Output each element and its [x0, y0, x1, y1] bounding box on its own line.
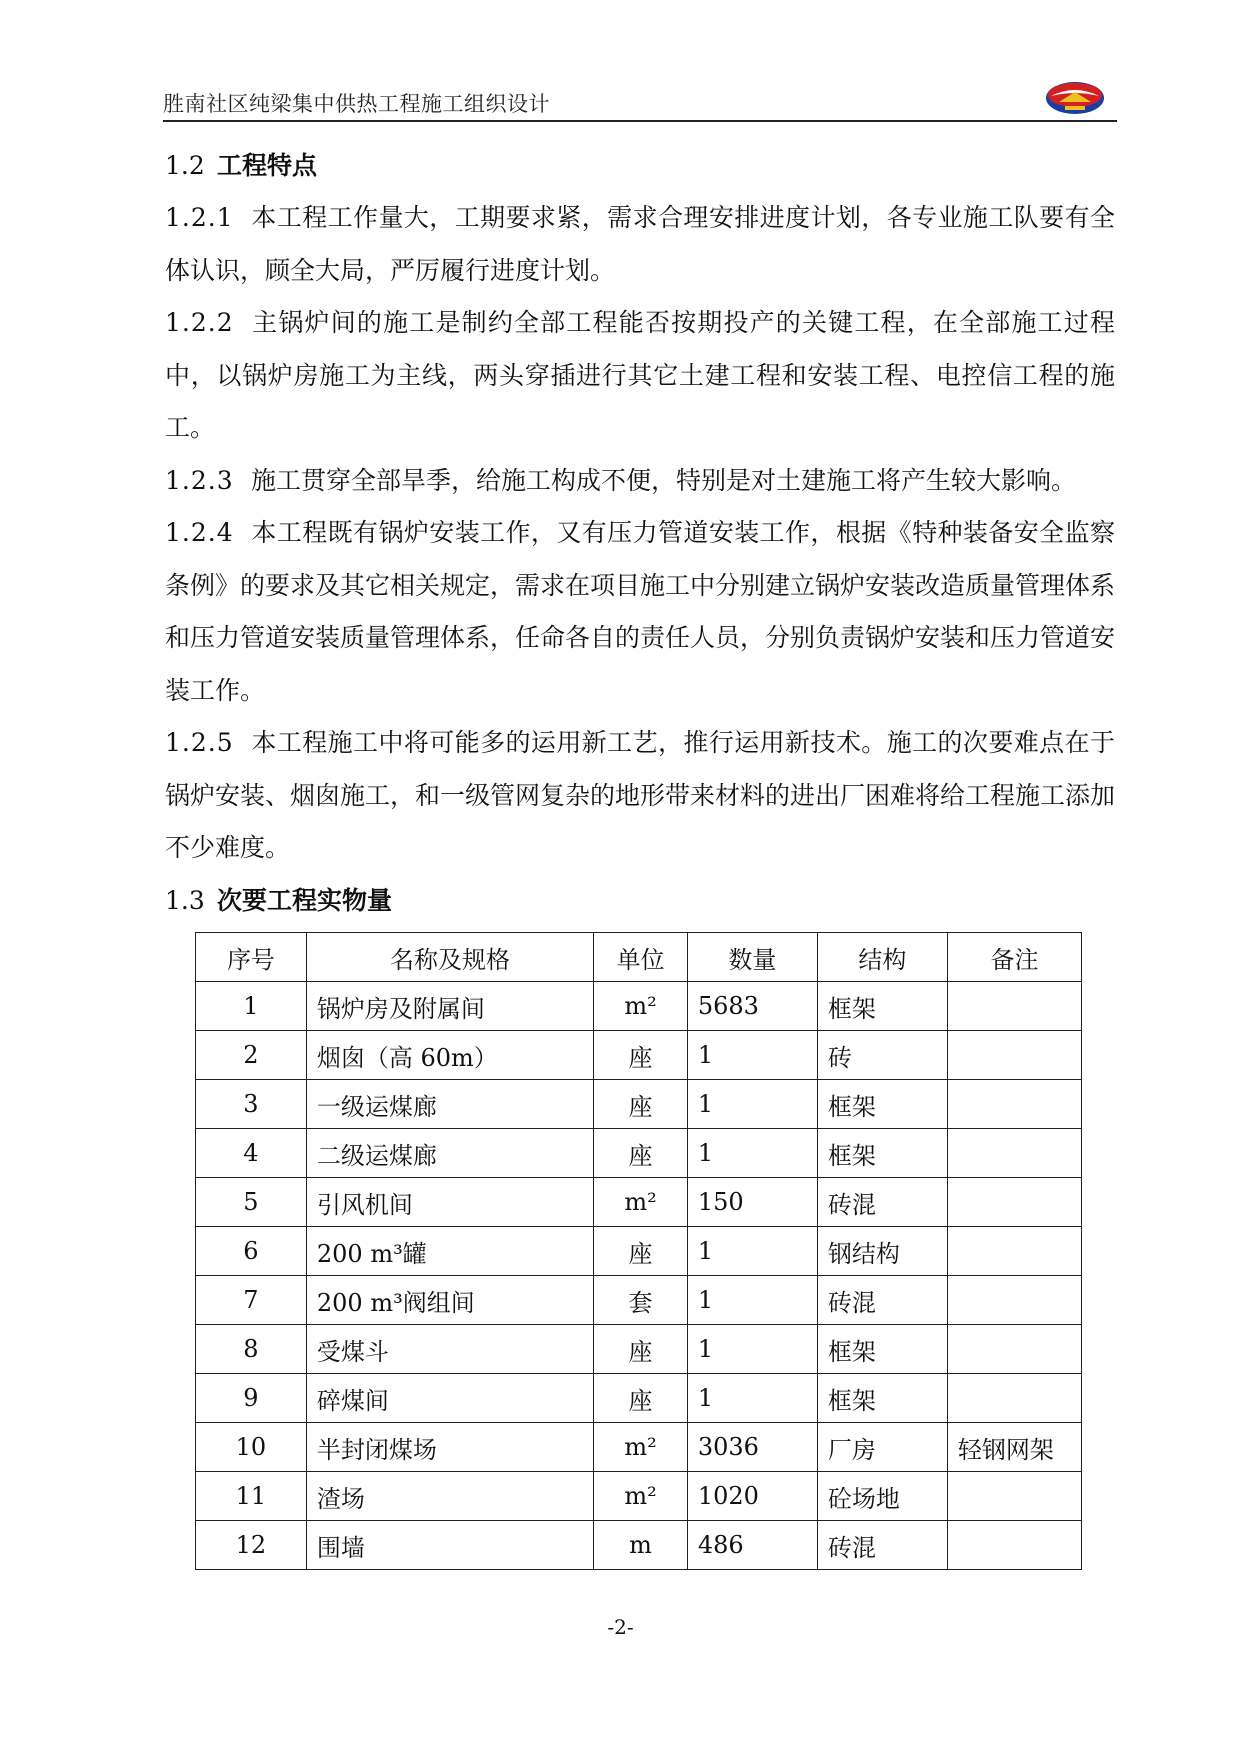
- table-row: [196, 1227, 1082, 1276]
- cell-unit: 套: [594, 1276, 688, 1325]
- cell-unit: 座: [594, 1031, 688, 1080]
- cell-unit: 座: [594, 1325, 688, 1374]
- cell-name: 二级运煤廊: [306, 1129, 593, 1178]
- table-row: [196, 1276, 1082, 1325]
- company-logo-icon: [1045, 80, 1105, 116]
- paragraph-1-2-5: [165, 717, 1115, 875]
- table-row: [196, 1080, 1082, 1129]
- cell-index: 1: [196, 982, 307, 1031]
- header-structure: 结构: [817, 933, 947, 982]
- cell-structure: 框架: [817, 1374, 947, 1423]
- header-index: 序号: [196, 933, 307, 982]
- header-remarks: 备注: [947, 933, 1081, 982]
- cell-index: 8: [196, 1325, 307, 1374]
- paragraph-1-2-4: [165, 507, 1115, 717]
- cell-structure: 钢结构: [817, 1227, 947, 1276]
- cell-index: 3: [196, 1080, 307, 1129]
- cell-unit: m²: [594, 1472, 688, 1521]
- paragraph-text: 施工贯穿全部旱季，给施工构成不便，特别是对土建施工将产生较大影响。: [251, 465, 1077, 495]
- paragraph-1-2-3: [165, 455, 1115, 508]
- cell-quantity: 3036: [687, 1423, 817, 1472]
- table-row: [196, 1325, 1082, 1374]
- section-heading-1-3: [165, 875, 1115, 927]
- paragraph-text: 主锅炉间的施工是制约全部工程能否按期投产的关键工程，在全部施工过程中，以锅炉房施工为主线，两头穿插进行其它土建工程和安装工程、电控信工程的施工。: [165, 308, 1115, 442]
- cell-name: 200 m³阀组间: [306, 1276, 593, 1325]
- cell-name: 锅炉房及附属间: [306, 982, 593, 1031]
- table-row: [196, 1521, 1082, 1570]
- cell-remarks: [947, 982, 1081, 1031]
- page-header: [163, 80, 1117, 122]
- cell-quantity: 1: [687, 1325, 817, 1374]
- table-row: [196, 1178, 1082, 1227]
- cell-unit: m²: [594, 1178, 688, 1227]
- paragraph-number: 1.2.3: [165, 465, 234, 495]
- cell-unit: 座: [594, 1129, 688, 1178]
- cell-remarks: [947, 1472, 1081, 1521]
- section-title: 工程特点: [217, 151, 318, 180]
- cell-remarks: [947, 1276, 1081, 1325]
- cell-quantity: 150: [687, 1178, 817, 1227]
- cell-index: 5: [196, 1178, 307, 1227]
- cell-structure: 厂房: [817, 1423, 947, 1472]
- cell-index: 2: [196, 1031, 307, 1080]
- cell-remarks: [947, 1031, 1081, 1080]
- cell-unit: 座: [594, 1374, 688, 1423]
- paragraph-number: 1.2.2: [165, 308, 234, 337]
- cell-name: 受煤斗: [306, 1325, 593, 1374]
- cell-remarks: [947, 1325, 1081, 1374]
- cell-structure: 砖混: [817, 1521, 947, 1570]
- cell-name: 围墙: [306, 1521, 593, 1570]
- cell-unit: m²: [594, 982, 688, 1031]
- cell-unit: m²: [594, 1423, 688, 1472]
- paragraph-number: 1.2.5: [165, 728, 234, 757]
- header-unit: 单位: [594, 933, 688, 982]
- paragraph-text: 本工程施工中将可能多的运用新工艺，推行运用新技术。施工的次要难点在于锅炉安装、烟囱施工，和一级管网复杂的地形带来材料的进出厂困难将给工程施工添加不少难度。: [165, 728, 1116, 862]
- page-number: -2-: [607, 1615, 634, 1639]
- cell-structure: 砼场地: [817, 1472, 947, 1521]
- cell-quantity: 1: [687, 1276, 817, 1325]
- cell-structure: 砖: [817, 1031, 947, 1080]
- paragraph-text: 本工程既有锅炉安装工作，又有压力管道安装工作，根据《特种装备安全监察条例》的要求及其它相关规定，需求在项目施工中分别建立锅炉安装改造质量管理体系和压力管道安装质量管理体系，任命各自的责任人员，分别负责锅炉安装和压力管道安装工作。: [165, 518, 1116, 705]
- cell-index: 7: [196, 1276, 307, 1325]
- cell-name: 一级运煤廊: [306, 1080, 593, 1129]
- cell-name: 碎煤间: [306, 1374, 593, 1423]
- cell-name: 200 m³罐: [306, 1227, 593, 1276]
- cell-name: 渣场: [306, 1472, 593, 1521]
- paragraph-number: 1.2.1: [165, 203, 234, 232]
- cell-quantity: 1: [687, 1031, 817, 1080]
- cell-quantity: 1020: [687, 1472, 817, 1521]
- paragraph-number: 1.2.4: [165, 518, 234, 547]
- cell-name: 引风机间: [306, 1178, 593, 1227]
- cell-name: 半封闭煤场: [306, 1423, 593, 1472]
- table-row: [196, 1423, 1082, 1472]
- cell-remarks: [947, 1227, 1081, 1276]
- cell-remarks: [947, 1178, 1081, 1227]
- cell-structure: 框架: [817, 982, 947, 1031]
- cell-index: 12: [196, 1521, 307, 1570]
- cell-unit: 座: [594, 1080, 688, 1129]
- cell-index: 6: [196, 1227, 307, 1276]
- paragraph-1-2-1: [165, 192, 1115, 297]
- cell-unit: m: [594, 1521, 688, 1570]
- cell-structure: 砖混: [817, 1276, 947, 1325]
- paragraph-text: 本工程工作量大，工期要求紧，需求合理安排进度计划，各专业施工队要有全体认识，顾全大局，严厉履行进度计划。: [165, 203, 1115, 285]
- section-heading-1-2: [165, 140, 1115, 192]
- cell-structure: 框架: [817, 1080, 947, 1129]
- cell-quantity: 1: [687, 1129, 817, 1178]
- cell-structure: 框架: [817, 1325, 947, 1374]
- cell-index: 4: [196, 1129, 307, 1178]
- quantities-table: [195, 932, 1082, 1570]
- cell-quantity: 1: [687, 1374, 817, 1423]
- section-title: 次要工程实物量: [217, 885, 393, 915]
- cell-name: 烟囱（高 60m）: [306, 1031, 593, 1080]
- cell-structure: 框架: [817, 1129, 947, 1178]
- cell-quantity: 1: [687, 1080, 817, 1129]
- cell-index: 10: [196, 1423, 307, 1472]
- cell-structure: 砖混: [817, 1178, 947, 1227]
- section-number: 1.3: [165, 885, 205, 915]
- table-row: [196, 1129, 1082, 1178]
- cell-remarks: [947, 1521, 1081, 1570]
- table-row: [196, 1472, 1082, 1521]
- header-quantity: 数量: [687, 933, 817, 982]
- paragraph-1-2-2: [165, 297, 1115, 455]
- page-content: [165, 140, 1115, 927]
- table-header-row: [196, 933, 1082, 982]
- table-row: [196, 1031, 1082, 1080]
- section-number: 1.2: [165, 151, 205, 180]
- cell-unit: 座: [594, 1227, 688, 1276]
- cell-remarks: 轻钢网架: [947, 1423, 1081, 1472]
- cell-remarks: [947, 1080, 1081, 1129]
- cell-quantity: 5683: [687, 982, 817, 1031]
- cell-quantity: 1: [687, 1227, 817, 1276]
- cell-quantity: 486: [687, 1521, 817, 1570]
- cell-remarks: [947, 1374, 1081, 1423]
- cell-index: 9: [196, 1374, 307, 1423]
- cell-index: 11: [196, 1472, 307, 1521]
- cell-remarks: [947, 1129, 1081, 1178]
- document-title: 胜南社区纯梁集中供热工程施工组织设计: [163, 92, 550, 116]
- header-name: 名称及规格: [306, 933, 593, 982]
- table-row: [196, 1374, 1082, 1423]
- table-row: [196, 982, 1082, 1031]
